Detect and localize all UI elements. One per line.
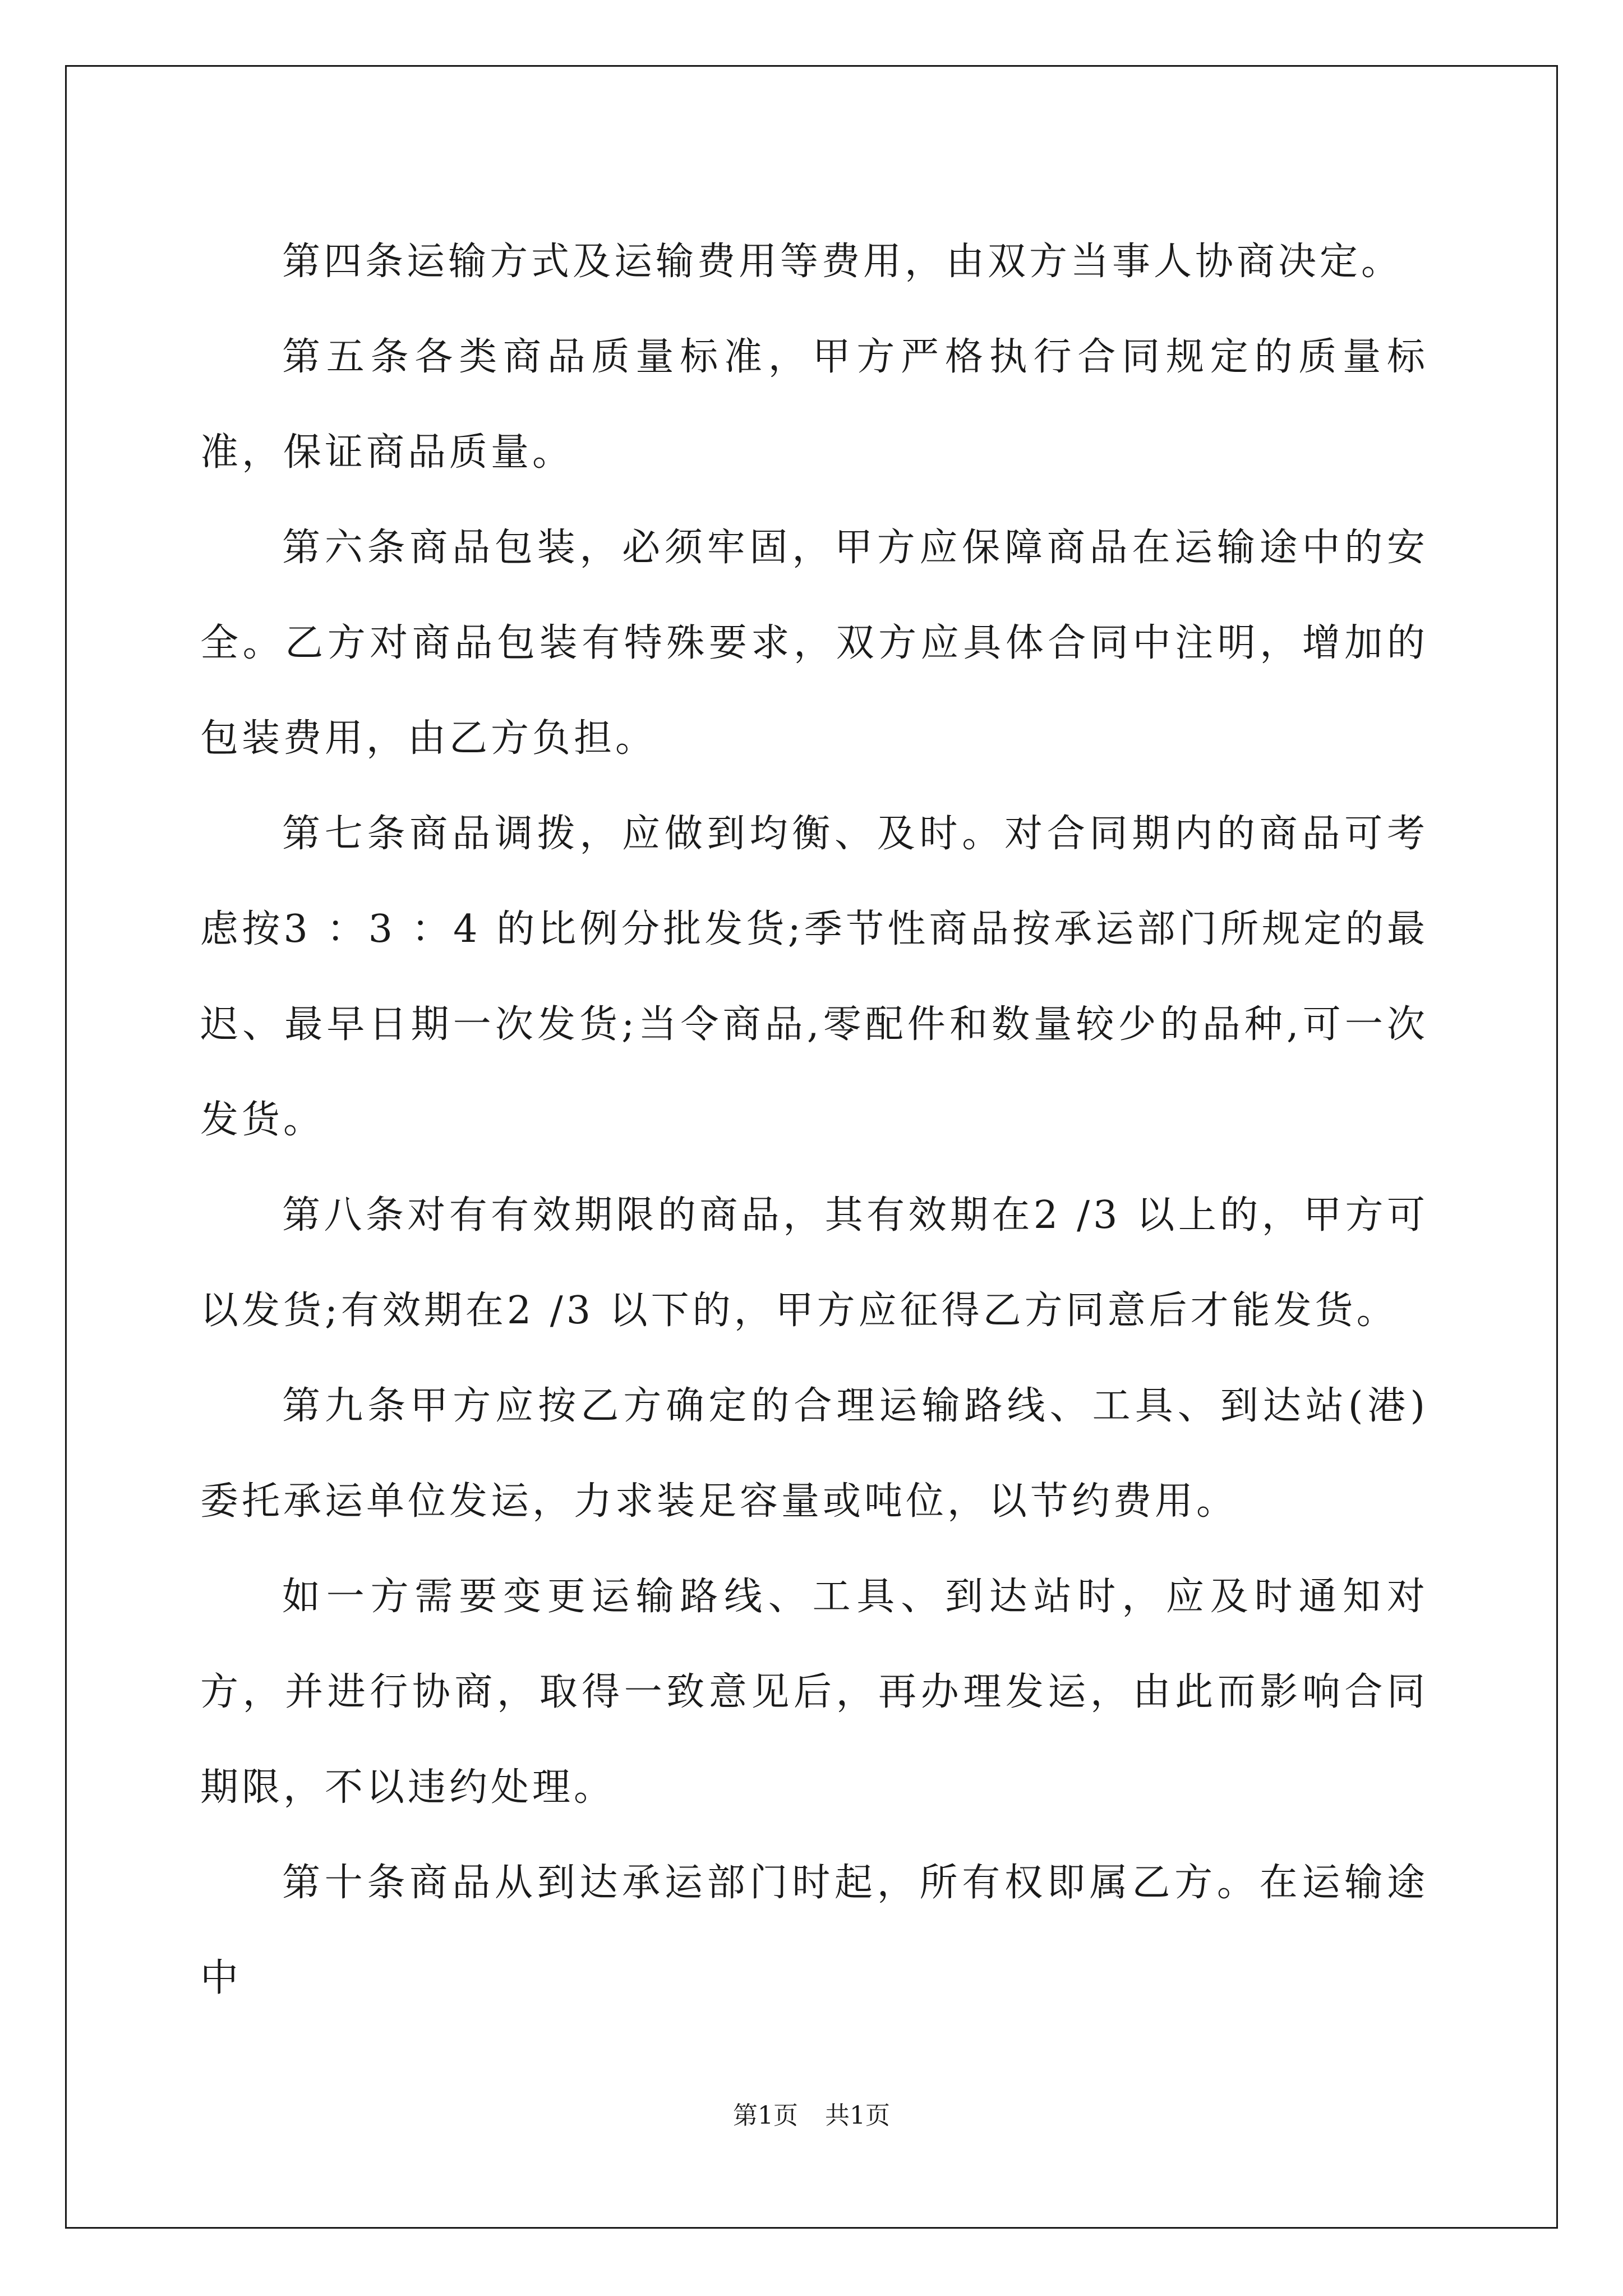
paragraph-article-10: 第十条商品从到达承运部门时起，所有权即属乙方。在运输途中	[200, 1861, 1428, 2000]
page-total: 共1页	[825, 2101, 890, 2130]
paragraph-article-5: 第五条各类商品质量标准，甲方严格执行合同规定的质量标准，保证商品质量。	[200, 335, 1428, 475]
paragraph-article-6: 第六条商品包装，必须牢固，甲方应保障商品在运输途中的安全。乙方对商品包装有特殊要求，双方应具体合同中注明，增加的包装费用，由乙方负担。	[200, 526, 1428, 761]
paragraph-article-7: 第七条商品调拨，应做到均衡、及时。对合同期内的商品可考虑按3 ：3 ：4 的比例分批发货;季节性商品按承运部门所规定的最迟、最早日期一次发货;当令商品,零配件和数量较少的品种,可一次发货。	[200, 812, 1428, 1142]
paragraph-article-4: 第四条运输方式及运输费用等费用，由双方当事人协商决定。	[282, 240, 1403, 284]
page-footer	[0, 2095, 1623, 2131]
paragraph-article-9: 第九条甲方应按乙方确定的合理运输路线、工具、到达站(港)委托承运单位发运，力求装足容量或吨位，以节约费用。	[200, 1384, 1428, 1524]
paragraph-article-8: 第八条对有有效期限的商品，其有效期在2 /3 以上的，甲方可以发货;有效期在2 /3 以下的，甲方应征得乙方同意后才能发货。	[200, 1193, 1428, 1333]
document-body	[200, 214, 1428, 2026]
paragraph-route-change: 如一方需要变更运输路线、工具、到达站时，应及时通知对方，并进行协商，取得一致意见后，再办理发运，由此而影响合同期限，不以违约处理。	[200, 1575, 1428, 1810]
page-number: 第1页	[733, 2101, 798, 2130]
